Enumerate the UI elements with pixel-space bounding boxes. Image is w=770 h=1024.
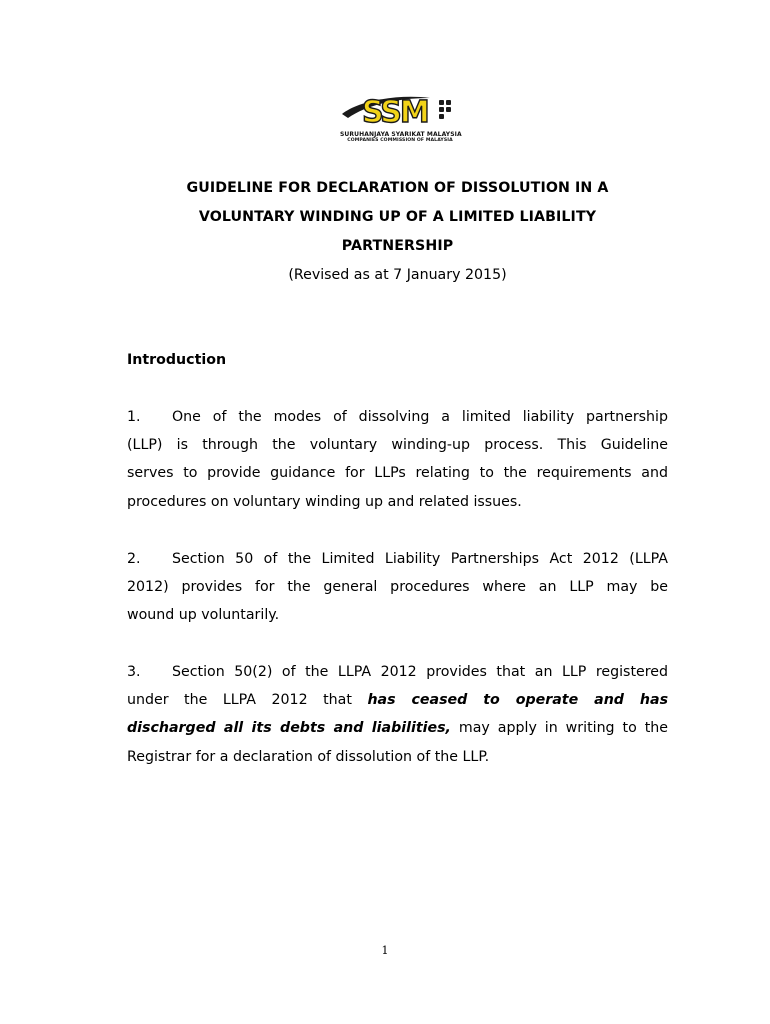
paragraph-1-line-4: procedures on voluntary winding up and related issues. <box>127 494 522 510</box>
paragraph-text: Section 50 of the Limited Liability Partnerships Act 2012 (LLPA <box>172 551 668 567</box>
paragraph-2-line-2: 2012) provides for the general procedures where an LLP may be <box>127 579 668 595</box>
document-title-line-3: PARTNERSHIP <box>341 238 454 254</box>
document-title-line-2: VOLUNTARY WINDING UP OF A LIMITED LIABILITY <box>198 209 597 225</box>
paragraph-text: Section 50(2) of the LLPA 2012 provides that an LLP registered <box>172 664 668 680</box>
paragraph-1-line-1 <box>127 403 668 431</box>
document-title-line-1: GUIDELINE FOR DECLARATION OF DISSOLUTION IN A <box>186 180 609 196</box>
section-heading-introduction: Introduction <box>127 352 227 368</box>
logo-org-name: SURUHANJAYA SYARIKAT MALAYSIA <box>340 131 462 138</box>
paragraph-text: under the LLPA 2012 that <box>127 692 352 708</box>
paragraph-text: One of the modes of dissolving a limited liability partnership <box>172 409 668 425</box>
paragraph-3-line-1 <box>127 658 668 686</box>
paragraph-3-line-2 <box>127 686 668 714</box>
paragraph-number: 2. <box>127 551 141 567</box>
paragraph-3-line-3 <box>127 714 668 742</box>
ssm-logo-mark <box>340 92 460 132</box>
ssm-logo <box>340 92 460 144</box>
paragraph-3-line-4: Registrar for a declaration of dissolution of the LLP. <box>127 749 490 765</box>
revision-date: (Revised as at 7 January 2015) <box>288 267 507 283</box>
logo-mark-text: SSM <box>362 95 428 130</box>
paragraph-1-line-3: serves to provide guidance for LLPs relating to the requirements and <box>127 465 668 481</box>
emphasized-text: discharged all its debts and liabilities, <box>127 720 451 736</box>
paragraph-1-line-2: (LLP) is through the voluntary winding-up process. This Guideline <box>127 437 668 453</box>
paragraph-text: may apply in writing to the <box>458 720 669 736</box>
paragraph-number: 1. <box>127 409 141 425</box>
page-number: 1 <box>381 944 389 957</box>
paragraph-number: 3. <box>127 664 141 680</box>
paragraph-2-line-1 <box>127 545 668 573</box>
emphasized-text: has ceased to operate and has <box>367 692 669 708</box>
logo-org-tagline: COMPANIES COMMISSION OF MALAYSIA <box>347 138 453 143</box>
paragraph-2-line-3: wound up voluntarily. <box>127 607 280 623</box>
